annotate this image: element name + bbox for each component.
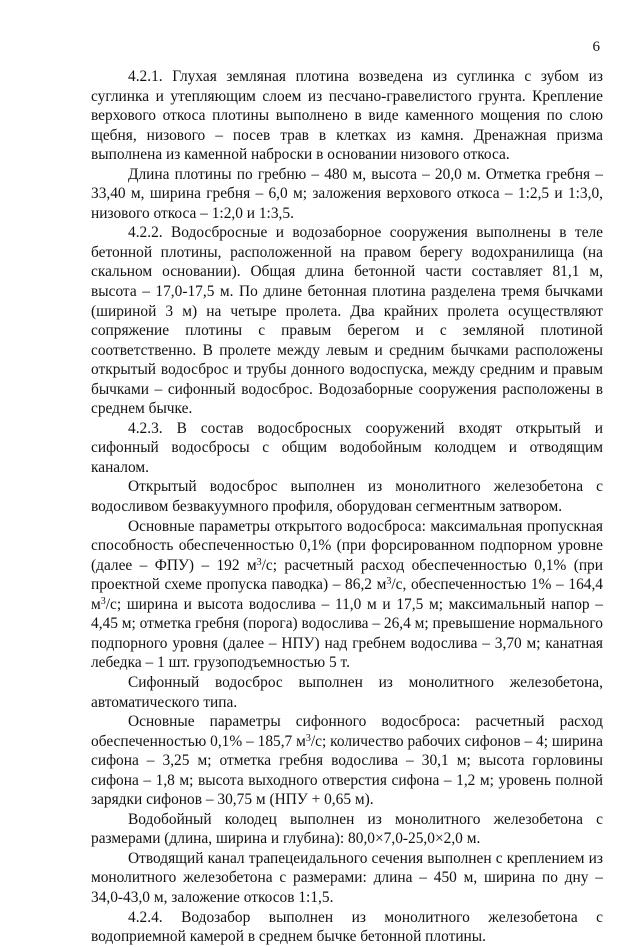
paragraph-4-2-3: 4.2.3. В состав водосбросных сооружений входят открытый и сифонный водосбросы с общим водобойным колодцем и отводящим каналом. xyxy=(91,419,603,476)
paragraph-stilling-basin: Водобойный колодец выполнен из монолитного железобетона с размерами (длина, ширина и глубина): 80,0×7,0-25,0×2,0 м. xyxy=(91,810,603,848)
superscript: 3 xyxy=(386,576,392,588)
text-segment: Основные параметры сифонного водосброса: расчетный расход обеспеченностью 0,1% – 185,7 м xyxy=(91,713,603,750)
body-text xyxy=(91,67,603,947)
paragraph-open-spillway-parameters xyxy=(91,517,603,673)
text-segment: Основные параметры открытого водосброса: максимальная пропускная способность обеспеченностью 0,1% (при форсированном подпорном уровне (далее – ФПУ) – 192 м xyxy=(91,517,603,574)
paragraph-outlet-channel: Отводящий канал трапецеидального сечения выполнен с креплением из монолитного железобетона с размерами: длина – 450 м, ширина по дну – 34,0-43,0 м, заложение откосов 1:1,5. xyxy=(91,849,603,906)
superscript: 3 xyxy=(256,556,262,568)
paragraph-dam-dimensions: Длина плотины по гребню – 480 м, высота – 20,0 м. Отметка гребня – 33,40 м, ширина гребня – 6,0 м; заложения верхового откоса – 1:2,5 и 1:3,0, низового откоса – 1:2,0 и 1:3,5. xyxy=(91,165,603,222)
text-segment: /с; ширина и высота водослива – 11,0 м и 17,5 м; максимальный напор – 4,45 м; отметка гребня (порога) водослива – 26,4 м; превышение нормального подпорного уровня (далее – НПУ) над гребнем водослива – 3,70 м; канатная лебедка – 1 шт. грузоподъемностью 5 т. xyxy=(91,595,603,672)
text-segment: /с; расчетный расход обеспеченностью 0,1% (при проектной схеме пропуска паводка) – 86,2 м xyxy=(91,556,603,594)
text-segment: /с; количество рабочих сифонов – 4; ширина сифона – 3,25 м; отметка гребня водослива – 30,1 м; высота горловины сифона – 1,8 м; высота выходного отверстия сифона – 1,2 м; уровень полной зарядки сифонов – 30,75 м (НПУ + 0,65 м). xyxy=(91,732,603,809)
paragraph-4-2-1: 4.2.1. Глухая земляная плотина возведена из суглинка с зубом из суглинка и утепляющим слоем из песчано-гравелистого грунта. Крепление верхового откоса плотины выполнено в виде каменного мощения по слою щебня, низового – посев трав в клетках из камня. Дренажная призма выполнена из каменной наброски в основании низового откоса. xyxy=(91,68,603,164)
superscript: 3 xyxy=(100,595,106,607)
paragraph-open-spillway: Открытый водосброс выполнен из монолитного железобетона с водосливом безвакуумного профиля, оборудован сегментным затвором. xyxy=(91,478,603,516)
paragraph-siphon-spillway-parameters xyxy=(91,712,603,810)
superscript: 3 xyxy=(305,732,311,744)
text-segment: /с, обеспеченностью 1% – 164,4 м xyxy=(91,576,603,613)
paragraph-4-2-4: 4.2.4. Водозабор выполнен из монолитного железобетона с водоприемной камерой в среднем бычке бетонной плотины. xyxy=(91,908,603,946)
paragraph-4-2-2: 4.2.2. Водосбросные и водозаборное сооружения выполнены в теле бетонной плотины, расположенной на правом берегу водохранилища (на скальном основании). Общая длина бетонной части составляет 81,1 м, высота – 17,0-17,5 м. По длине бетонная плотина разделена тремя бычками (шириной 3 м) на четыре пролета. Два крайних пролета осуществляют сопряжение плотины с правым берегом и с земляной плотиной соответственно. В пролете между левым и средним бычками расположены открытый водосброс и трубы донного водоспуска, между средним и правым бычками – сифонный водосброс. Водозаборные сооружения расположены в среднем бычке. xyxy=(91,224,603,418)
paragraph-siphon-spillway: Сифонный водосброс выполнен из монолитного железобетона, автоматического типа. xyxy=(91,673,603,711)
page-number: 6 xyxy=(592,39,600,55)
